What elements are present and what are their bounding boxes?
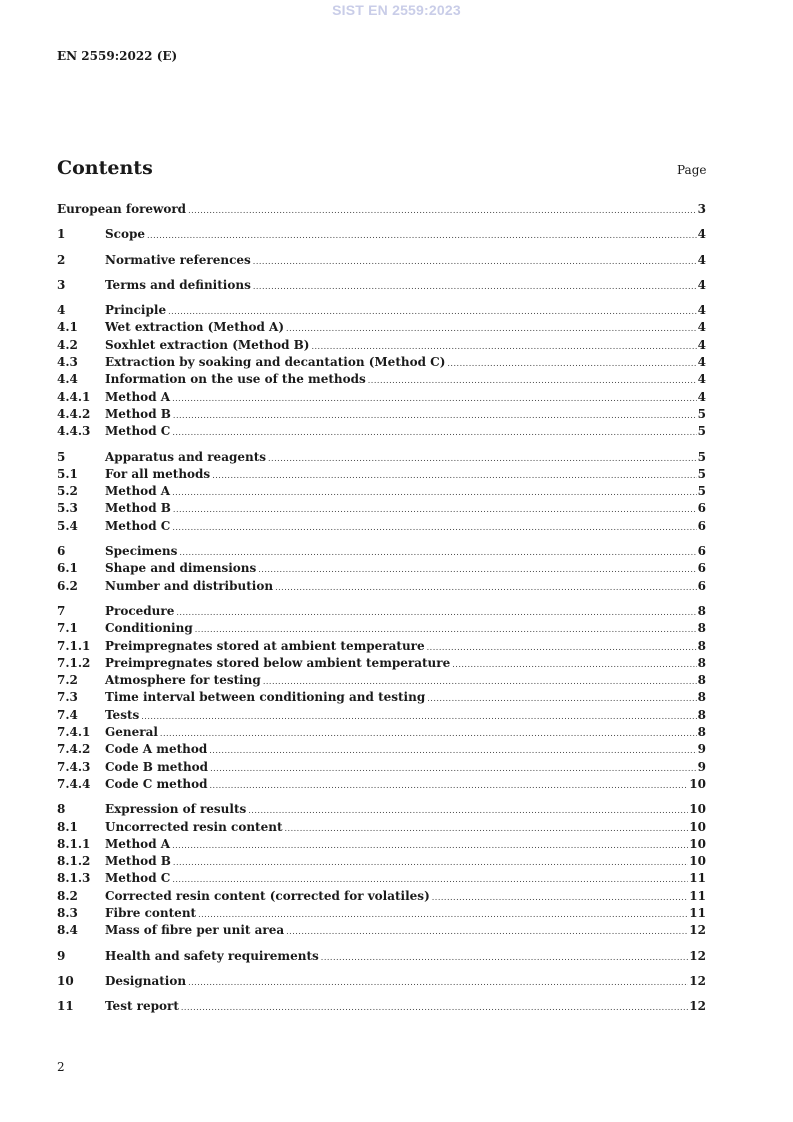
- dot-leader: [258, 561, 696, 578]
- toc-entry-page: 4: [697, 337, 706, 352]
- dot-leader: [210, 760, 697, 777]
- toc-entry-title: For all methods: [105, 466, 211, 481]
- dot-leader: [368, 372, 697, 389]
- dot-leader: [179, 544, 696, 561]
- toc-entry[interactable]: [57, 853, 706, 870]
- toc-entry-number: 7.4.1: [57, 725, 91, 740]
- dot-leader: [172, 871, 688, 888]
- toc-entry-title: Terms and definitions: [105, 277, 251, 292]
- toc-entry[interactable]: [57, 319, 706, 336]
- toc-entry-number: 4.4.1: [57, 389, 91, 404]
- toc-entry-number: 7.4.3: [57, 759, 91, 774]
- toc-entry-title: Corrected resin content (corrected for volatiles): [105, 888, 430, 903]
- toc-entry-number: 8.1: [57, 819, 78, 834]
- toc-entry-number: 4.4.2: [57, 406, 91, 421]
- toc-entry-page: 8: [697, 655, 706, 670]
- table-of-contents: [57, 201, 706, 1015]
- dot-leader: [172, 837, 688, 854]
- toc-entry-number: 4.1: [57, 320, 78, 335]
- toc-entry-number: 8.1.1: [57, 836, 91, 851]
- toc-entry-number: 7.4: [57, 707, 78, 722]
- dot-leader: [209, 742, 696, 759]
- dot-leader: [168, 303, 697, 320]
- toc-entry-number: 3: [57, 277, 66, 292]
- toc-entry[interactable]: [57, 423, 706, 440]
- toc-entry[interactable]: [57, 466, 706, 483]
- toc-entry-page: 6: [697, 561, 706, 576]
- toc-entry[interactable]: [57, 998, 706, 1015]
- toc-entry-number: 2: [57, 252, 66, 267]
- toc-entry[interactable]: [57, 201, 706, 218]
- dot-leader: [188, 202, 697, 219]
- toc-entry[interactable]: [57, 801, 706, 818]
- toc-entry-page: 10: [689, 802, 706, 817]
- dot-leader: [321, 949, 689, 966]
- dot-leader: [172, 519, 696, 536]
- toc-entry-number: 6.2: [57, 578, 78, 593]
- toc-entry-title: General: [105, 725, 158, 740]
- toc-entry-page: 6: [697, 544, 706, 559]
- dot-leader: [275, 579, 697, 596]
- toc-entry-title: Shape and dimensions: [105, 561, 257, 576]
- toc-entry-number: 11: [57, 999, 74, 1014]
- toc-entry[interactable]: [57, 483, 706, 500]
- toc-entry-number: 7.4.2: [57, 742, 91, 757]
- toc-entry-number: 7.4.4: [57, 776, 91, 791]
- toc-entry-number: 6: [57, 544, 66, 559]
- toc-entry-page: 8: [697, 673, 706, 688]
- toc-entry-page: 4: [697, 252, 706, 267]
- toc-entry-number: 7.2: [57, 673, 78, 688]
- toc-entry-number: 7.3: [57, 690, 78, 705]
- dot-leader: [212, 467, 696, 484]
- toc-entry-title: Code C method: [105, 776, 208, 791]
- dot-leader: [286, 923, 688, 940]
- toc-entry[interactable]: [57, 277, 706, 294]
- page-column-label: Page: [677, 163, 707, 177]
- toc-entry[interactable]: [57, 759, 706, 776]
- dot-leader: [172, 424, 696, 441]
- dot-leader: [147, 227, 697, 244]
- toc-entry-page: 6: [697, 518, 706, 533]
- toc-entry-title: Apparatus and reagents: [105, 449, 267, 464]
- toc-entry-number: 5.1: [57, 466, 78, 481]
- toc-entry-page: 11: [689, 905, 706, 920]
- toc-entry-page: 4: [697, 320, 706, 335]
- toc-entry-number: 8.1.3: [57, 871, 91, 886]
- toc-entry-number: 8: [57, 802, 66, 817]
- toc-entry-number: 7.1.2: [57, 655, 91, 670]
- toc-entry-page: 12: [689, 923, 706, 938]
- document-id: EN 2559:2022 (E): [57, 49, 178, 63]
- toc-entry-page: 5: [697, 424, 706, 439]
- toc-entry-number: 5: [57, 449, 66, 464]
- toc-entry-number: 7.1: [57, 621, 78, 636]
- toc-entry-number: 8.2: [57, 888, 78, 903]
- toc-entry-title: Method C: [105, 518, 171, 533]
- dot-leader: [172, 484, 697, 501]
- toc-entry-title: Method C: [105, 871, 171, 886]
- toc-entry[interactable]: [57, 741, 706, 758]
- toc-entry[interactable]: [57, 449, 706, 466]
- toc-entry-number: 10: [57, 973, 74, 988]
- toc-entry-title: Method C: [105, 424, 171, 439]
- toc-entry-page: 9: [697, 742, 706, 757]
- toc-entry-page: 8: [697, 621, 706, 636]
- toc-entry-title: Test report: [105, 999, 179, 1014]
- dot-leader: [209, 777, 688, 794]
- toc-entry-number: 1: [57, 227, 66, 242]
- toc-entry[interactable]: [57, 302, 706, 319]
- toc-entry-title: Health and safety requirements: [105, 948, 319, 963]
- toc-entry[interactable]: [57, 689, 706, 706]
- dot-leader: [173, 854, 688, 871]
- toc-entry-title: Method A: [105, 389, 171, 404]
- toc-entry-page: 8: [697, 638, 706, 653]
- toc-entry[interactable]: [57, 406, 706, 423]
- toc-entry[interactable]: [57, 518, 706, 535]
- toc-entry-title: Principle: [105, 303, 167, 318]
- dot-leader: [141, 708, 696, 725]
- toc-entry[interactable]: [57, 922, 706, 939]
- toc-entry[interactable]: [57, 560, 706, 577]
- toc-entry[interactable]: [57, 354, 706, 371]
- dot-leader: [447, 355, 696, 372]
- toc-entry-number: 5.2: [57, 484, 78, 499]
- toc-entry-page: 4: [697, 277, 706, 292]
- toc-entry[interactable]: [57, 371, 706, 388]
- toc-entry-page: 12: [689, 948, 706, 963]
- toc-entry-title: Expression of results: [105, 802, 247, 817]
- toc-entry-page: 8: [697, 690, 706, 705]
- dot-leader: [286, 320, 697, 337]
- dot-leader: [160, 725, 697, 742]
- toc-entry-page: 5: [697, 449, 706, 464]
- toc-entry-page: 5: [697, 466, 706, 481]
- toc-entry-title: Method A: [105, 484, 171, 499]
- dot-leader: [195, 621, 697, 638]
- toc-entry-page: 6: [697, 578, 706, 593]
- toc-entry-title: Preimpregnates stored at ambient temperature: [105, 638, 425, 653]
- dot-leader: [172, 390, 697, 407]
- toc-entry-page: 4: [697, 227, 706, 242]
- toc-entry-title: Procedure: [105, 603, 175, 618]
- toc-entry-title: Method A: [105, 836, 171, 851]
- toc-entry-number: 7.1.1: [57, 638, 91, 653]
- toc-entry-page: 4: [697, 389, 706, 404]
- toc-entry[interactable]: [57, 707, 706, 724]
- toc-entry[interactable]: [57, 655, 706, 672]
- toc-entry-title: Fibre content: [105, 905, 197, 920]
- toc-entry-title: Soxhlet extraction (Method B): [105, 337, 310, 352]
- dot-leader: [181, 999, 688, 1016]
- toc-entry[interactable]: [57, 543, 706, 560]
- toc-entry[interactable]: [57, 500, 706, 517]
- toc-entry[interactable]: [57, 870, 706, 887]
- dot-leader: [452, 656, 696, 673]
- toc-entry[interactable]: [57, 620, 706, 637]
- toc-entry-page: 11: [689, 888, 706, 903]
- toc-entry-title: Preimpregnates stored below ambient temperature: [105, 655, 451, 670]
- watermark: SIST EN 2559:2023: [332, 2, 461, 18]
- toc-entry-number: 9: [57, 948, 66, 963]
- toc-entry[interactable]: [57, 672, 706, 689]
- dot-leader: [198, 906, 688, 923]
- toc-entry-page: 11: [689, 871, 706, 886]
- toc-entry[interactable]: [57, 973, 706, 990]
- toc-entry-title: Wet extraction (Method A): [105, 320, 285, 335]
- toc-entry[interactable]: [57, 337, 706, 354]
- toc-entry[interactable]: [57, 252, 706, 269]
- toc-entry-page: 3: [697, 202, 706, 216]
- toc-entry-page: 10: [689, 854, 706, 869]
- toc-entry[interactable]: [57, 226, 706, 243]
- toc-entry-title: Method B: [105, 501, 171, 516]
- toc-entry-title: Method B: [105, 854, 171, 869]
- toc-entry-page: 8: [697, 725, 706, 740]
- toc-entry-title: Extraction by soaking and decantation (Method C): [105, 355, 446, 370]
- toc-entry-page: 6: [697, 501, 706, 516]
- toc-entry-number: 6.1: [57, 561, 78, 576]
- toc-entry-page: 12: [689, 973, 706, 988]
- toc-entry-number: 8.1.2: [57, 854, 91, 869]
- toc-entry-title: Code B method: [105, 759, 209, 774]
- toc-entry-page: 9: [697, 759, 706, 774]
- dot-leader: [253, 253, 697, 270]
- toc-entry-page: 8: [697, 603, 706, 618]
- toc-entry-number: 8.3: [57, 905, 78, 920]
- toc-entry-number: 4.2: [57, 337, 78, 352]
- dot-leader: [263, 673, 697, 690]
- toc-entry-title: Number and distribution: [105, 578, 274, 593]
- page-number: 2: [57, 1060, 65, 1074]
- dot-leader: [176, 604, 696, 621]
- toc-entry-page: 4: [697, 372, 706, 387]
- toc-entry-page: 10: [689, 819, 706, 834]
- dot-leader: [311, 338, 696, 355]
- toc-entry[interactable]: [57, 819, 706, 836]
- toc-entry-title: Code A method: [105, 742, 208, 757]
- toc-entry[interactable]: [57, 638, 706, 655]
- toc-entry[interactable]: [57, 389, 706, 406]
- dot-leader: [427, 639, 697, 656]
- toc-entry-number: 4: [57, 303, 66, 318]
- toc-entry[interactable]: [57, 776, 706, 793]
- dot-leader: [268, 450, 697, 467]
- toc-entry-title: Atmosphere for testing: [105, 673, 261, 688]
- toc-entry-title: Time interval between conditioning and testing: [105, 690, 426, 705]
- toc-entry-number: 5.4: [57, 518, 78, 533]
- toc-entry-title: Conditioning: [105, 621, 193, 636]
- toc-entry[interactable]: [57, 836, 706, 853]
- dot-leader: [188, 974, 688, 991]
- toc-entry[interactable]: [57, 603, 706, 620]
- toc-entry-page: 4: [697, 303, 706, 318]
- toc-entry-title: Tests: [105, 707, 140, 722]
- toc-entry-title: Normative references: [105, 252, 251, 267]
- toc-entry-page: 5: [697, 484, 706, 499]
- toc-entry-number: 5.3: [57, 501, 78, 516]
- dot-leader: [173, 501, 697, 518]
- toc-entry-number: 4.4: [57, 372, 78, 387]
- toc-entry-page: 8: [697, 707, 706, 722]
- contents-title: Contents: [57, 157, 153, 179]
- dot-leader: [285, 820, 689, 837]
- toc-entry-page: 12: [689, 999, 706, 1014]
- toc-entry-title: Information on the use of the methods: [105, 372, 366, 387]
- toc-entry-page: 4: [697, 355, 706, 370]
- toc-entry-number: 8.4: [57, 923, 78, 938]
- toc-entry-title: Mass of fibre per unit area: [105, 923, 285, 938]
- dot-leader: [173, 407, 697, 424]
- toc-entry-title: European foreword: [57, 202, 187, 216]
- toc-entry-title: Uncorrected resin content: [105, 819, 283, 834]
- toc-entry-number: 7: [57, 603, 66, 618]
- toc-entry-page: 10: [689, 836, 706, 851]
- toc-entry[interactable]: [57, 578, 706, 595]
- toc-entry-page: 5: [697, 406, 706, 421]
- toc-entry-title: Specimens: [105, 544, 178, 559]
- toc-entry-title: Scope: [105, 227, 146, 242]
- toc-entry[interactable]: [57, 888, 706, 905]
- toc-entry-page: 10: [689, 776, 706, 791]
- toc-entry-title: Designation: [105, 973, 187, 988]
- toc-entry[interactable]: [57, 905, 706, 922]
- dot-leader: [248, 802, 688, 819]
- toc-entry[interactable]: [57, 948, 706, 965]
- dot-leader: [253, 278, 697, 295]
- toc-entry-title: Method B: [105, 406, 171, 421]
- dot-leader: [427, 690, 696, 707]
- toc-entry-number: 4.4.3: [57, 424, 91, 439]
- toc-entry-number: 4.3: [57, 355, 78, 370]
- toc-entry[interactable]: [57, 724, 706, 741]
- dot-leader: [432, 889, 689, 906]
